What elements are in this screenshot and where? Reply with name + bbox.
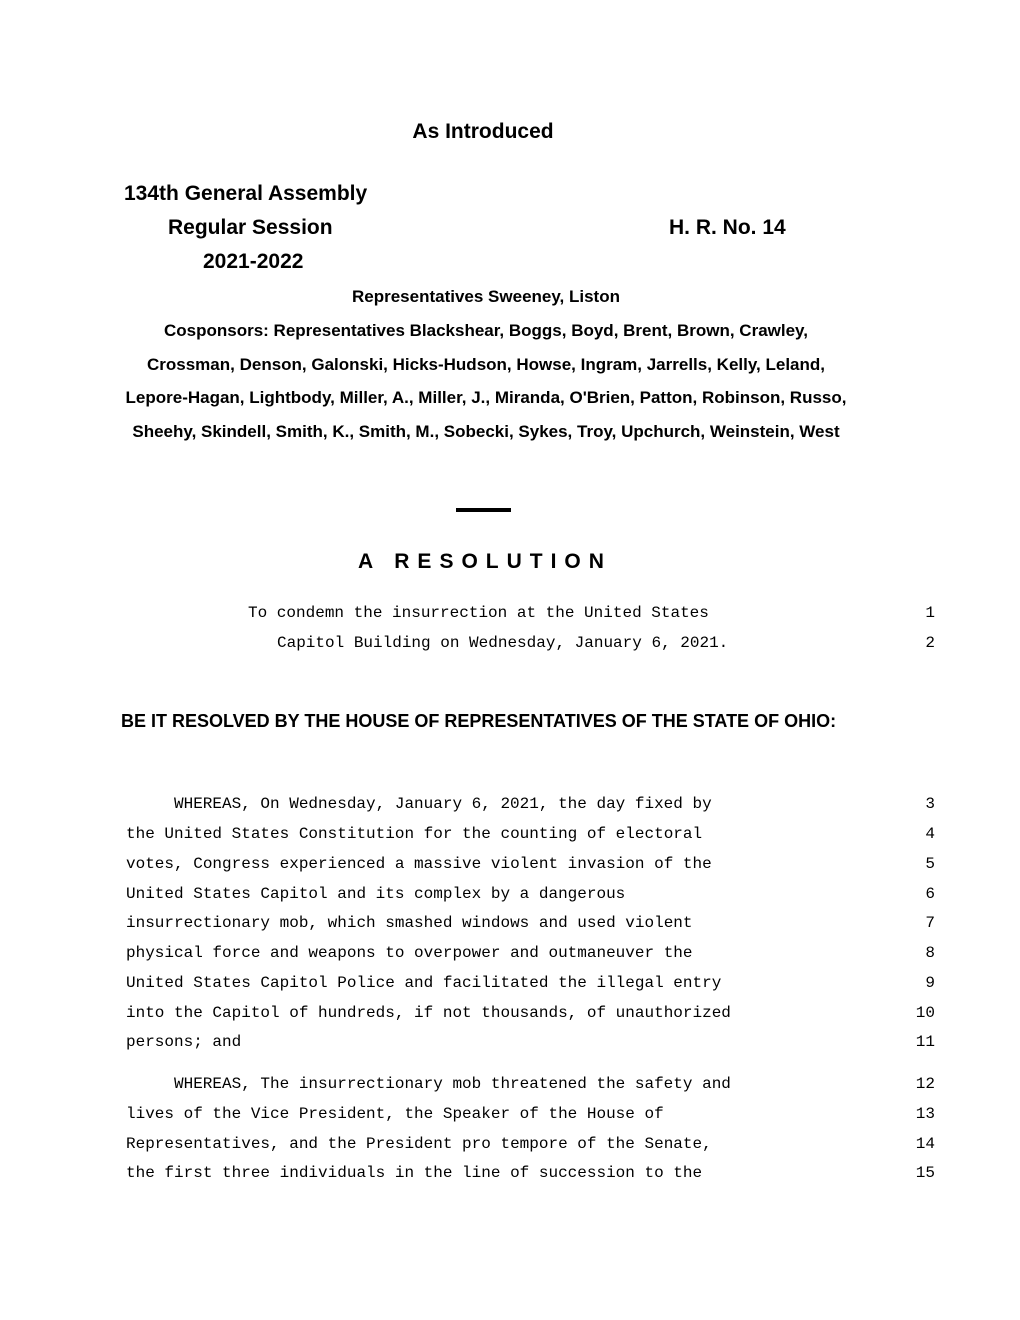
body-line: into the Capitol of hundreds, if not thousands, of unauthorized [126, 1004, 731, 1022]
body-line: persons; and [126, 1033, 242, 1051]
session-years: 2021-2022 [203, 250, 304, 273]
body-line: insurrectionary mob, which smashed windows and used violent [126, 914, 693, 932]
line-number: 9 [925, 974, 935, 992]
body-line: WHEREAS, The insurrectionary mob threatened the safety and [174, 1075, 731, 1093]
cosponsors: Cosponsors: Representatives Blackshear, Boggs, Boyd, Brent, Brown, Crawley, Crossman, Denson, Galonski, Hicks-Hudson, Howse, Ingram, Jarrells, Kelly, Leland, Lepore-Hagan, Lightbody, Miller, A., Miller, J., Miranda, O'Brien, Patton, Robinson, Russo, Sheehy, Skindell, Smith, K., Smith, M., Sobecki, Sykes, Troy, Upchurch, Weinstein, West [125, 321, 847, 441]
summary-line: Capitol Building on Wednesday, January 6, 2021. [277, 634, 729, 652]
line-number: 13 [915, 1105, 935, 1123]
divider-rule [456, 508, 511, 512]
line-number: 14 [915, 1135, 935, 1153]
session-name: Regular Session [168, 216, 333, 239]
line-number: 10 [915, 1004, 935, 1022]
body-line: United States Capitol Police and facilitated the illegal entry [126, 974, 722, 992]
document-status: As Introduced [412, 120, 554, 143]
line-number: 8 [925, 944, 935, 962]
enacting-clause: BE IT RESOLVED BY THE HOUSE OF REPRESENTATIVES OF THE STATE OF OHIO: [121, 711, 837, 731]
sponsors: Representatives Sweeney, Liston [351, 287, 620, 306]
line-number: 11 [915, 1033, 935, 1051]
line-number: 15 [915, 1164, 935, 1182]
body-line: Representatives, and the President pro tempore of the Senate, [126, 1135, 712, 1153]
resolution-title: A RESOLUTION [358, 550, 612, 573]
body-line: United States Capitol and its complex by a dangerous [126, 885, 626, 903]
line-number: 7 [925, 914, 935, 932]
body-line: lives of the Vice President, the Speaker of the House of [126, 1105, 664, 1123]
line-number: 6 [925, 885, 935, 903]
bill-number: H. R. No. 14 [669, 216, 786, 239]
body-line: physical force and weapons to overpower and outmaneuver the [126, 944, 693, 962]
line-number: 2 [925, 634, 935, 652]
body-line: the United States Constitution for the counting of electoral [126, 825, 703, 843]
summary-line: To condemn the insurrection at the United States [248, 604, 709, 622]
line-number: 4 [925, 825, 935, 843]
body-line: votes, Congress experienced a massive violent invasion of the [126, 855, 712, 873]
line-number: 3 [925, 795, 935, 813]
line-number: 12 [915, 1075, 935, 1093]
body-line: WHEREAS, On Wednesday, January 6, 2021, the day fixed by [174, 795, 712, 813]
body-line: the first three individuals in the line of succession to the [126, 1164, 703, 1182]
line-number: 1 [925, 604, 935, 622]
general-assembly: 134th General Assembly [124, 182, 368, 205]
line-number: 5 [925, 855, 935, 873]
